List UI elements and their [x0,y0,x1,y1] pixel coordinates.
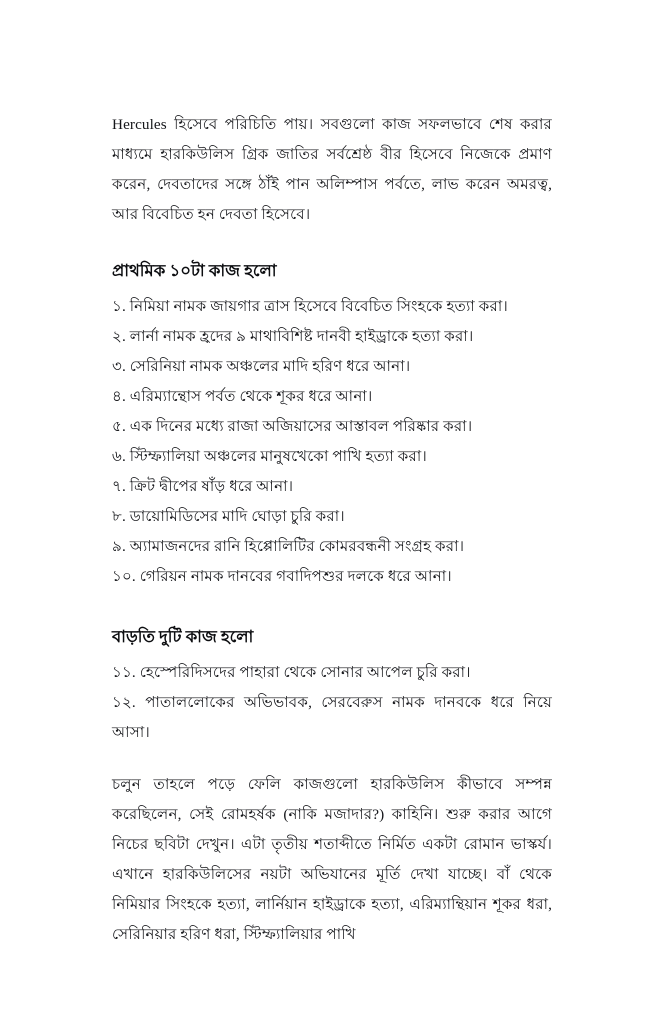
task-item-11: ১১. হেস্পেরিদিসদের পাহারা থেকে সোনার আপেল চুরি করা। [112,664,471,681]
task-item-8: ৮. ডায়োমিডিসের মাদি ঘোড়া চুরি করা। [112,508,345,525]
task-item-9: ৯. অ্যামাজনদের রানি হিপ্পোলিটির কোমরবন্ধনী সংগ্রহ করা। [112,538,465,555]
secondary-section-heading: বাড়তি দুটি কাজ হলো [112,627,254,646]
primary-section-heading: প্রাথমিক ১০টা কাজ হলো [112,261,277,280]
task-item-6: ৬. স্টিম্ফ্যালিয়া অঞ্চলের মানুষখেকো পাখি হত্যা করা। [112,448,427,465]
task-item-7: ৭. ক্রিট দ্বীপের ষাঁড় ধরে আনা। [112,478,294,495]
task-item-12: ১২. পাতাললোকের অভিভাবক, সেরবেরুস নামক দানবকে ধরে নিয়ে আসা। [112,694,552,741]
task-item-3: ৩. সেরিনিয়া নামক অঞ্চলের মাদি হরিণ ধরে আনা। [112,358,411,375]
task-item-10: ১০. গেরিয়ন নামক দানবের গবাদিপশুর দলকে ধরে আনা। [112,568,452,585]
secondary-task-list [112,658,552,748]
task-item-5: ৫. এক দিনের মধ্যে রাজা অজিয়াসের আস্তাবল পরিষ্কার করা। [112,418,473,435]
closing-paragraph: চলুন তাহলে পড়ে ফেলি কাজগুলো হারকিউলিস কীভাবে সম্পন্ন করেছিলেন, সেই রোমহর্ষক (নাকি মজাদার?) কাহিনি। শুরু করার আগে নিচের ছবিটা দেখুন। এটা তৃতীয় শতাব্দীতে নির্মিত একটা রোমান ভাস্কর্য। এখানে হারকিউলিসের নয়টা অভিযানের মূর্তি দেখা যাচ্ছে। বাঁ থেকে নিমিয়ার সিংহকে হত্যা, লার্নিয়ান হাইড্রাকে হত্যা, এরিম্যান্থিয়ান শূকর ধরা, সেরিনিয়ার হরিণ ধরা, স্টিম্ফ্যালিয়ার পাখি [112,776,552,943]
task-item-2: ২. লার্না নামক হ্রদের ৯ মাথাবিশিষ্ট দানবী হাইড্রাকে হত্যা করা। [112,328,474,345]
primary-task-list [112,292,552,592]
intro-paragraph: Hercules হিসেবে পরিচিতি পায়। সবগুলো কাজ সফলভাবে শেষ করার মাধ্যমে হারকিউলিস গ্রিক জাতির সর্বশ্রেষ্ঠ বীর হিসেবে নিজেকে প্রমাণ করেন, দেবতাদের সঙ্গে ঠাঁই পান অলিম্পাস পর্বতে, লাভ করেন অমরত্ব, আর বিবেচিত হন দেবতা হিসেবে। [112,116,552,223]
task-item-4: ৪. এরিম্যান্থোস পর্বত থেকে শূকর ধরে আনা। [112,388,373,405]
task-item-1: ১. নিমিয়া নামক জায়গার ত্রাস হিসেবে বিবেচিত সিংহকে হত্যা করা। [112,298,508,315]
page-content-column [112,110,552,950]
